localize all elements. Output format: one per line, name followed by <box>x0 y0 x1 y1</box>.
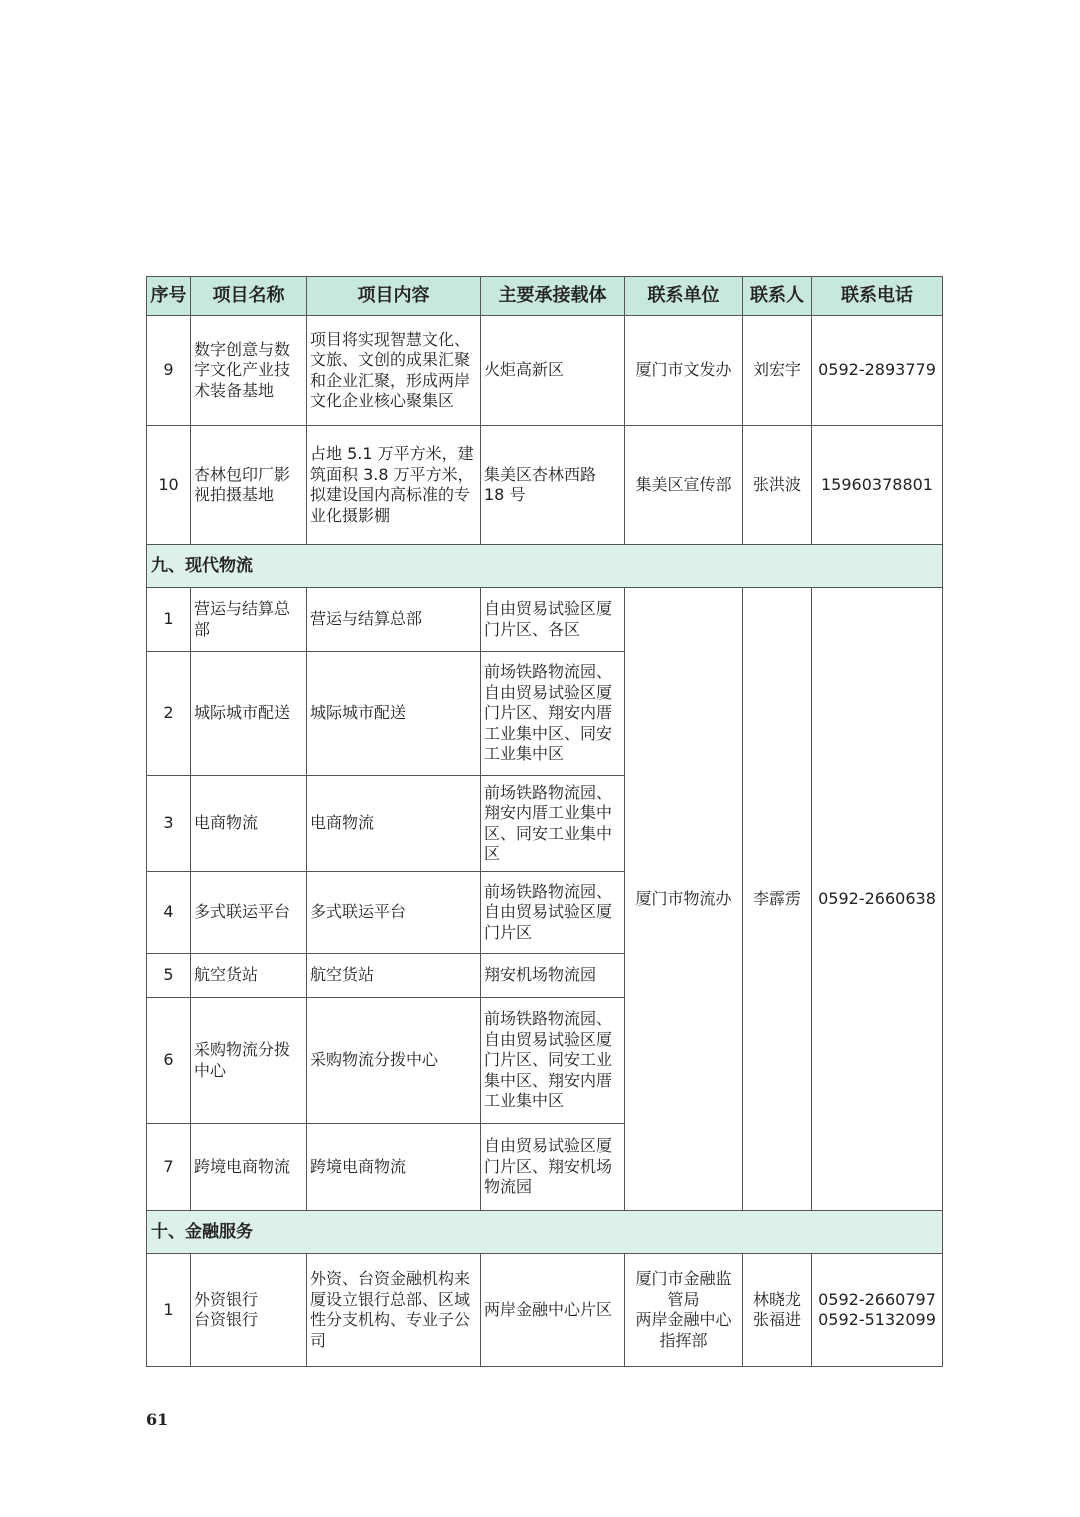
cell-no: 4 <box>147 872 191 954</box>
cell-carrier: 自由贸易试验区厦门片区、各区 <box>481 588 625 652</box>
cell-content: 营运与结算总部 <box>307 588 481 652</box>
cell-content: 项目将实现智慧文化、文旅、文创的成果汇聚和企业汇聚，形成两岸文化企业核心聚集区 <box>307 316 481 426</box>
cell-unit-merged: 厦门市物流办 <box>625 588 743 1211</box>
cell-name: 多式联运平台 <box>191 872 307 954</box>
project-table <box>146 276 943 1367</box>
header-content: 项目内容 <box>307 277 481 316</box>
unit-line: 厦门市金融监管局 <box>635 1269 732 1309</box>
cell-contact-merged: 李霹雳 <box>743 588 812 1211</box>
table-row <box>147 426 943 545</box>
header-phone: 联系电话 <box>812 277 943 316</box>
contact-line: 张福进 <box>752 1310 801 1329</box>
header-no: 序号 <box>147 277 191 316</box>
cell-no: 2 <box>147 652 191 776</box>
cell-carrier: 前场铁路物流园、自由贸易试验区厦门片区 <box>481 872 625 954</box>
page-number: 61 <box>146 1410 169 1429</box>
header-unit: 联系单位 <box>625 277 743 316</box>
phone-line: 0592-2660797 <box>818 1289 936 1309</box>
cell-content: 城际城市配送 <box>307 652 481 776</box>
cell-name: 杏林包印厂影视拍摄基地 <box>191 426 307 545</box>
cell-unit: 厦门市文发办 <box>625 316 743 426</box>
header-name: 项目名称 <box>191 277 307 316</box>
cell-carrier: 翔安机场物流园 <box>481 954 625 998</box>
section-title: 九、现代物流 <box>147 545 943 588</box>
cell-no: 6 <box>147 998 191 1124</box>
cell-carrier: 两岸金融中心片区 <box>481 1254 625 1367</box>
cell-content: 外资、台资金融机构来厦设立银行总部、区域性分支机构、专业子公司 <box>307 1254 481 1367</box>
cell-carrier: 集美区杏林西路 18 号 <box>481 426 625 545</box>
cell-carrier: 前场铁路物流园、自由贸易试验区厦门片区、翔安内厝工业集中区、同安工业集中区 <box>481 652 625 776</box>
cell-carrier: 火炬高新区 <box>481 316 625 426</box>
cell-content: 跨境电商物流 <box>307 1124 481 1211</box>
phone-line: 0592-5132099 <box>818 1310 936 1329</box>
cell-name: 航空货站 <box>191 954 307 998</box>
cell-unit <box>625 1254 743 1367</box>
name-line: 外资银行 <box>194 1289 259 1309</box>
cell-unit: 集美区宣传部 <box>625 426 743 545</box>
table-row <box>147 316 943 426</box>
cell-carrier: 前场铁路物流园、翔安内厝工业集中区、同安工业集中区 <box>481 776 625 872</box>
header-carrier: 主要承接载体 <box>481 277 625 316</box>
cell-contact <box>743 1254 812 1367</box>
cell-content: 多式联运平台 <box>307 872 481 954</box>
cell-contact: 刘宏宇 <box>743 316 812 426</box>
cell-content: 航空货站 <box>307 954 481 998</box>
header-contact: 联系人 <box>743 277 812 316</box>
table-header-row <box>147 277 943 316</box>
table-row <box>147 588 943 652</box>
cell-phone <box>812 1254 943 1367</box>
cell-content: 电商物流 <box>307 776 481 872</box>
cell-name: 电商物流 <box>191 776 307 872</box>
cell-carrier: 自由贸易试验区厦门片区、翔安机场物流园 <box>481 1124 625 1211</box>
name-line: 台资银行 <box>194 1310 259 1329</box>
cell-no: 1 <box>147 1254 191 1367</box>
cell-contact: 张洪波 <box>743 426 812 545</box>
cell-no: 5 <box>147 954 191 998</box>
section-header-finance <box>147 1211 943 1254</box>
cell-no: 3 <box>147 776 191 872</box>
table-row <box>147 1254 943 1367</box>
contact-line: 林晓龙 <box>752 1289 801 1309</box>
cell-name: 采购物流分拨中心 <box>191 998 307 1124</box>
section-title: 十、金融服务 <box>147 1211 943 1254</box>
cell-name: 城际城市配送 <box>191 652 307 776</box>
cell-no: 10 <box>147 426 191 545</box>
cell-content: 采购物流分拨中心 <box>307 998 481 1124</box>
cell-name: 数字创意与数字文化产业技术装备基地 <box>191 316 307 426</box>
cell-no: 9 <box>147 316 191 426</box>
cell-name: 跨境电商物流 <box>191 1124 307 1211</box>
cell-no: 1 <box>147 588 191 652</box>
unit-line: 两岸金融中心指挥部 <box>635 1310 732 1350</box>
cell-content: 占地 5.1 万平方米，建筑面积 3.8 万平方米，拟建设国内高标准的专业化摄影棚 <box>307 426 481 545</box>
cell-phone-merged: 0592-2660638 <box>812 588 943 1211</box>
cell-name: 营运与结算总部 <box>191 588 307 652</box>
cell-no: 7 <box>147 1124 191 1211</box>
cell-name <box>191 1254 307 1367</box>
section-header-logistics <box>147 545 943 588</box>
cell-carrier: 前场铁路物流园、自由贸易试验区厦门片区、同安工业集中区、翔安内厝工业集中区 <box>481 998 625 1124</box>
cell-phone: 15960378801 <box>812 426 943 545</box>
cell-phone: 0592-2893779 <box>812 316 943 426</box>
